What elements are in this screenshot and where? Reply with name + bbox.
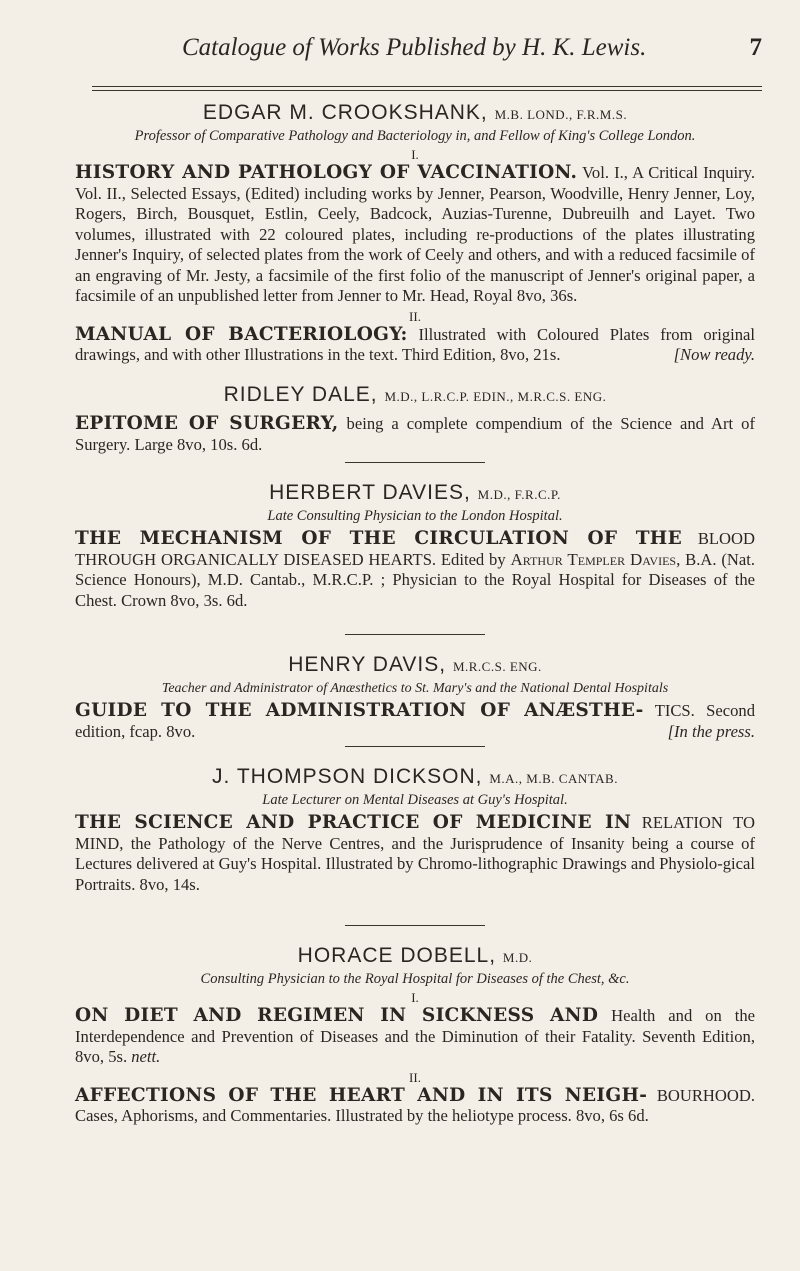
- book-description: RELATION TO MIND, the Pathology of the Nerve Centres, and the Jurisprudence of Insanity being a course of Lectures delivered at Guy's Hospital. Illustrated by Chromo-lithographic Drawings and Physiolo-gical Portraits. 8vo, 14s.: [75, 813, 755, 894]
- author-degrees: M.D.: [502, 950, 533, 965]
- availability-note: [Now ready.: [673, 345, 755, 364]
- author-name: HENRY DAVIS, M.R.C.S. ENG.: [288, 653, 542, 676]
- author-degrees: M.R.C.S. ENG.: [452, 659, 542, 674]
- author-section: [75, 100, 755, 366]
- book-description: Illustrated with Coloured Plates from original drawings, and with other Illustrations in the text. Third Edition, 8vo, 21s.: [75, 324, 755, 364]
- book-entry: [75, 529, 755, 611]
- book-description-cont: B.A. (Nat. Science Honours), M.D. Cantab., M.R.C.P. ; Physician to the Royal Hospital for Diseases of the Chest. Crown 8vo, 3s. 6d.: [75, 549, 755, 610]
- author-position: Late Consulting Physician to the London Hospital.: [267, 508, 563, 524]
- author-position: Teacher and Administrator of Anæsthetics to St. Mary's and the National Dental Hospitals: [161, 681, 669, 696]
- author-name: J. THOMPSON DICKSON, M.A., M.B. CANTAB.: [212, 765, 618, 788]
- page-number: 7: [749, 34, 762, 61]
- price-note: nett.: [131, 1047, 161, 1066]
- author-degrees: M.D., F.R.C.P.: [477, 487, 561, 502]
- author-position: Consulting Physician to the Royal Hospital for Diseases of the Chest, &c.: [200, 971, 630, 987]
- section-divider: [345, 925, 485, 926]
- book-entry: [75, 163, 755, 307]
- author-section: [75, 382, 755, 455]
- book-entry: [75, 813, 755, 895]
- section-divider: [345, 634, 485, 635]
- book-title: ON DIET AND REGIMEN IN SICKNESS AND: [75, 1005, 599, 1026]
- availability-note: [In the press.: [667, 721, 755, 741]
- author-position: Late Lecturer on Mental Diseases at Guy's Hospital.: [262, 792, 568, 808]
- author-degrees: M.B. LOND., F.R.M.S.: [494, 107, 628, 122]
- book-description: TICS. Second edition, fcap. 8vo.: [75, 701, 755, 741]
- book-title: AFFECTIONS OF THE HEART AND IN ITS NEIGH-: [75, 1084, 648, 1106]
- book-description: BLOOD THROUGH ORGANICALLY DISEASED HEARTS. Edited by: [75, 529, 755, 569]
- author-section: [75, 764, 755, 895]
- book-entry: [75, 414, 755, 455]
- entry-number: I.: [411, 147, 419, 162]
- section-divider: [345, 746, 485, 747]
- entry-number: II.: [409, 1069, 421, 1085]
- author-degrees: M.D., L.R.C.P. EDIN., M.R.C.S. ENG.: [384, 389, 607, 404]
- book-description: BOURHOOD. Cases, Aphorisms, and Commentaries. Illustrated by the heliotype process. 8vo, 6s 6d.: [75, 1085, 755, 1125]
- author-section: [75, 480, 755, 611]
- header-rule-thin: [92, 90, 762, 91]
- header-rule: [92, 86, 762, 87]
- author-section: [75, 943, 755, 1127]
- book-title: MANUAL OF BACTERIOLOGY:: [75, 323, 408, 345]
- editor-name: Arthur Templer Davies,: [510, 549, 681, 569]
- book-description: Vol. I., A Critical Inquiry. Vol. II., Selected Essays, (Edited) including works by Jenner, Pearson, Woodville, Henry Jenner, Loy, Rogers, Birch, Bousquet, Estlin, Ceely, Badcock, Auzias-Turenne, Dubreuilh and Layet. Two volumes, illustrated with 22 coloured plates, including re-productions of the plates illustrating Jenner's Inquiry, of selected plates from the work of Ceely and others, and with a reduced facsimile of an engraving of Mr. Jesty, a facsimile of the first folio of the manuscript of Jenner's original paper, a facsimile of an unpublished letter from Jenner to Mr. Head, Royal 8vo, 36s.: [75, 163, 756, 305]
- book-title: HISTORY AND PATHOLOGY OF VACCINATION.: [75, 162, 578, 183]
- book-title: EPITOME OF SURGERY,: [75, 413, 339, 434]
- book-title: THE MECHANISM OF THE CIRCULATION OF THE: [75, 528, 682, 549]
- section-divider: [345, 462, 485, 463]
- book-description: being a complete compendium of the Science and Art of Surgery. Large 8vo, 10s. 6d.: [75, 414, 756, 454]
- author-section: [75, 652, 755, 742]
- book-title: GUIDE TO THE ADMINISTRATION OF ANÆSTHE-: [75, 700, 644, 721]
- author-name: EDGAR M. CROOKSHANK, M.B. LOND., F.R.M.S.: [202, 101, 628, 124]
- running-title: Catalogue of Works Published by H. K. Lewis.: [182, 34, 647, 61]
- book-title: THE SCIENCE AND PRACTICE OF MEDICINE IN: [75, 812, 632, 833]
- entry-number: I.: [411, 990, 419, 1005]
- book-description: Health and on the Interdependence and Prevention of Diseases and the Diminution of their Fatality. Seventh Edition, 8vo, 5s.: [75, 1006, 755, 1066]
- book-entry: [75, 1006, 755, 1068]
- book-entry: [75, 701, 755, 742]
- author-name: HORACE DOBELL, M.D.: [297, 944, 533, 967]
- author-name: HERBERT DAVIES, M.D., F.R.C.P.: [269, 481, 561, 504]
- author-name: RIDLEY DALE, M.D., L.R.C.P. EDIN., M.R.C.S. ENG.: [223, 383, 607, 406]
- entry-number: II.: [409, 308, 421, 324]
- author-position: Professor of Comparative Pathology and Bacteriology in, and Fellow of King's College London.: [134, 128, 696, 144]
- book-entry: [75, 1086, 755, 1127]
- book-entry: [75, 325, 755, 366]
- author-degrees: M.A., M.B. CANTAB.: [489, 771, 618, 786]
